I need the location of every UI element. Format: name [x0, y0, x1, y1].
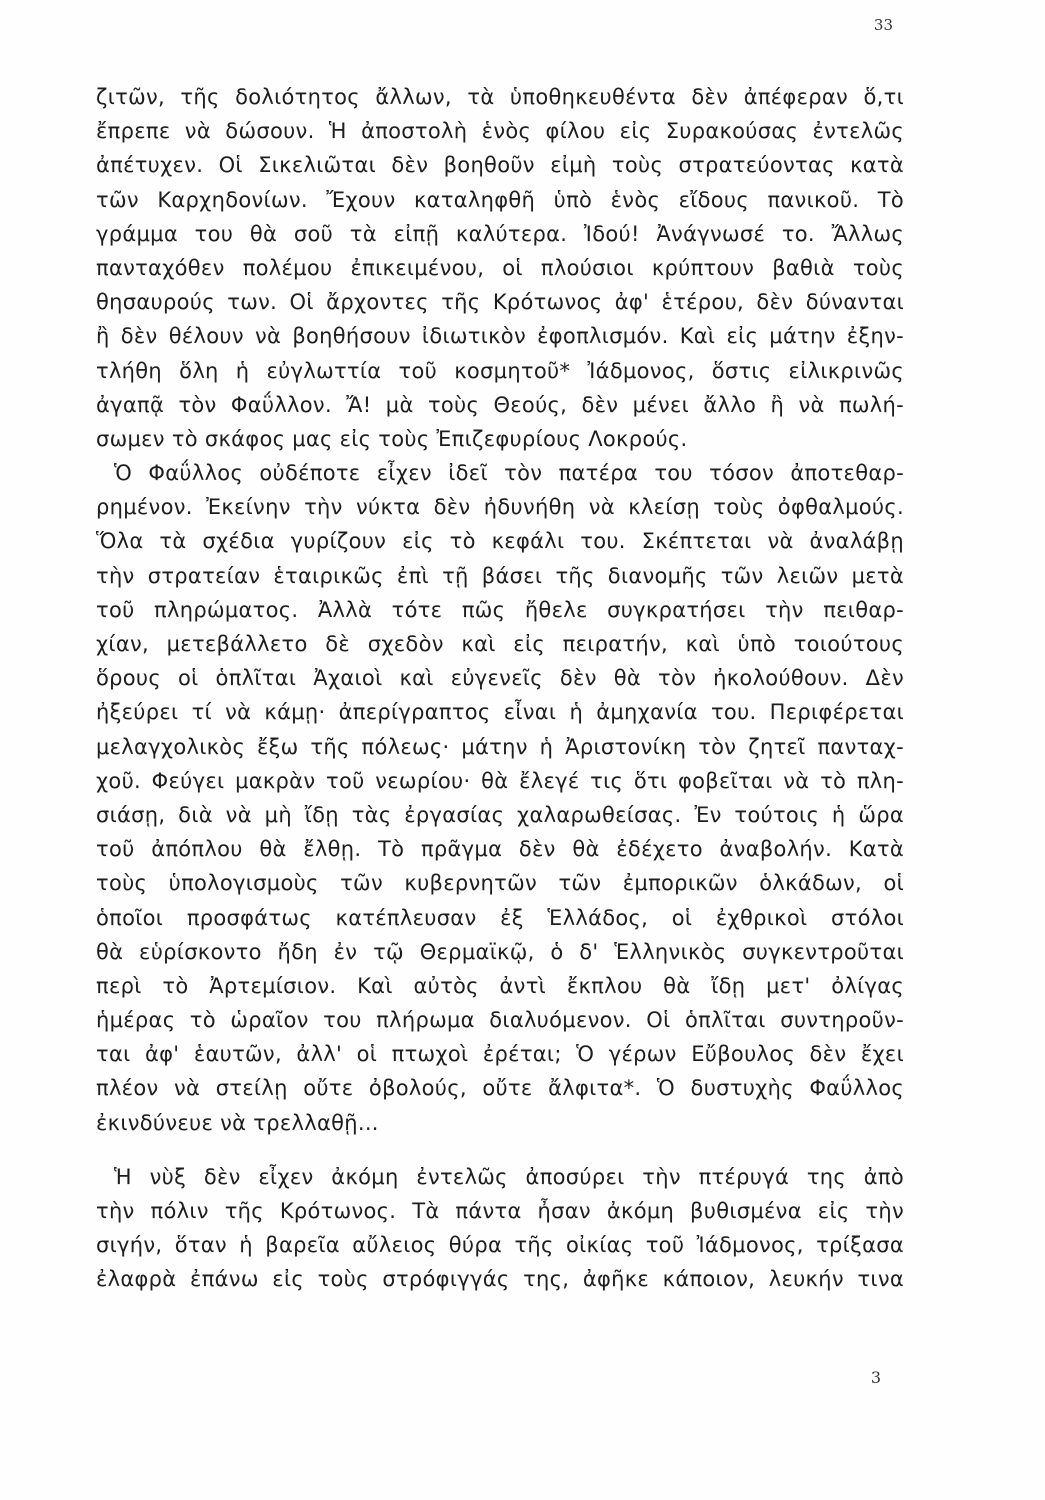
paragraph [96, 456, 904, 1140]
text-line: θησαυρούς των. Οἱ ἄρχοντες τῆς Κρότωνος ἀφ' ἑτέρου, δὲν δύνανται [96, 290, 904, 315]
text-line: χοῦ. Φεύγει μακρὰν τοῦ νεωρίου· θὰ ἔλεγέ τις ὅτι φοβεῖται νὰ τὸ πλη- [96, 768, 904, 793]
text-line: ἐλαφρὰ ἐπάνω εἰς τοὺς στρόφιγγάς της, ἀφῆκε κάποιον, λευκήν τινα [96, 1267, 904, 1292]
text-line: ἢ δὲν θέλουν νὰ βοηθήσουν ἰδιωτικὸν ἐφοπλισμόν. Καὶ εἰς μάτην ἐξην- [96, 324, 904, 349]
signature-mark: 3 [870, 1368, 881, 1387]
text-line: Ὁ Φαΰλλος οὐδέποτε εἶχεν ἰδεῖ τὸν πατέρα του τόσον ἀποτεθαρ- [114, 461, 904, 486]
text-line: ρημένον. Ἐκείνην τὴν νύκτα δὲν ἠδυνήθη νὰ κλείσῃ τοὺς ὀφθαλμούς. [96, 495, 904, 520]
text-line: ἀγαπᾷ τὸν Φαΰλλον. Ἄ! μὰ τοὺς Θεούς, δὲν μένει ἄλλο ἢ νὰ πωλή- [96, 392, 904, 417]
paragraph [96, 1160, 904, 1297]
body-text [96, 80, 904, 1297]
text-line: τοὺς ὑπολογισμοὺς τῶν κυβερνητῶν τῶν ἐμπορικῶν ὁλκάδων, οἱ [96, 871, 904, 896]
text-line: τλήθη ὅλη ἡ εὐγλωττία τοῦ κοσμητοῦ* Ἰάδμονος, ὅστις εἰλικρινῶς [96, 358, 904, 383]
text-line: περὶ τὸ Ἀρτεμίσιον. Καὶ αὐτὸς ἀντὶ ἔκπλου θὰ ἴδῃ μετ' ὀλίγας [96, 973, 904, 998]
text-line: Ὅλα τὰ σχέδια γυρίζουν εἰς τὸ κεφάλι του. Σκέπτεται νὰ ἀναλάβῃ [96, 529, 904, 554]
text-line: σιγήν, ὅταν ἡ βαρεῖα αὔλειος θύρα τῆς οἰκίας τοῦ Ἰάδμονος, τρίξασα [96, 1233, 904, 1258]
section-gap [96, 1140, 904, 1160]
text-line: ἔπρεπε νὰ δώσουν. Ἡ ἀποστολὴ ἑνὸς φίλου εἰς Συρακούσας ἐντελῶς [96, 119, 904, 144]
text-line: τοῦ πληρώματος. Ἀλλὰ τότε πῶς ἤθελε συγκρατήσει τὴν πειθαρ- [96, 597, 904, 622]
text-line: ἐκινδύνευε νὰ τρελλαθῇ... [96, 1110, 379, 1135]
text-line: ται ἀφ' ἑαυτῶν, ἀλλ' οἱ πτωχοὶ ἐρέται; Ὁ γέρων Εὔβουλος δὲν ἔχει [96, 1042, 904, 1067]
text-line: σιάσῃ, διὰ νὰ μὴ ἴδῃ τὰς ἐργασίας χαλαρωθείσας. Ἐν τούτοις ἡ ὥρα [96, 802, 904, 827]
text-line: χίαν, μετεβάλλετο δὲ σχεδὸν καὶ εἰς πειρατήν, καὶ ὑπὸ τοιούτους [96, 632, 904, 656]
paragraph [96, 80, 904, 456]
text-line: πλέον νὰ στείλῃ οὔτε ὀβολούς, οὔτε ἄλφιτα*. Ὁ δυστυχὴς Φαΰλλος [96, 1076, 904, 1101]
text-line: πανταχόθεν πολέμου ἐπικειμένου, οἱ πλούσιοι κρύπτουν βαθιὰ τοὺς [96, 255, 904, 280]
text-line: θὰ εὑρίσκοντο ἤδη ἐν τῷ Θερμαϊκῷ, ὁ δ' Ἑλληνικὸς συγκεντροῦται [96, 939, 904, 964]
text-line: Ἡ νὺξ δὲν εἶχεν ἀκόμη ἐντελῶς ἀποσύρει τὴν πτέρυγά της ἀπὸ [114, 1164, 904, 1189]
text-line: ζιτῶν, τῆς δολιότητος ἄλλων, τὰ ὑποθηκευθέντα δὲν ἀπέφεραν ὅ,τι [96, 85, 904, 109]
text-line: σωμεν τὸ σκάφος μας εἰς τοὺς Ἐπιζεφυρίους Λοκρούς. [96, 426, 688, 451]
text-line: ἡμέρας τὸ ὡραῖον του πλήρωμα διαλυόμενον. Οἱ ὁπλῖται συντηροῦν- [96, 1008, 904, 1033]
text-line: τὴν πόλιν τῆς Κρότωνος. Τὰ πάντα ἦσαν ἀκόμη βυθισμένα εἰς τὴν [96, 1199, 904, 1223]
text-line: ἀπέτυχεν. Οἱ Σικελιῶται δὲν βοηθοῦν εἰμὴ τοὺς στρατεύοντας κατὰ [96, 153, 904, 178]
text-line: τοῦ ἀπόπλου θὰ ἔλθῃ. Τὸ πρᾶγμα δὲν θὰ ἐδέχετο ἀναβολήν. Κατὰ [96, 837, 904, 862]
text-line: ὁποῖοι προσφάτως κατέπλευσαν ἐξ Ἑλλάδος, οἱ ἐχθρικοὶ στόλοι [96, 905, 904, 930]
text-line: ὅρους οἱ ὁπλῖται Ἀχαιοὶ καὶ εὐγενεῖς δὲν θὰ τὸν ἠκολούθουν. Δὲν [96, 666, 904, 691]
page-number: 33 [873, 16, 893, 34]
text-line: τῶν Καρχηδονίων. Ἔχουν καταληφθῆ ὑπὸ ἑνὸς εἴδους πανικοῦ. Τὸ [96, 187, 904, 212]
text-line: τὴν στρατείαν ἑταιρικῶς ἐπὶ τῇ βάσει τῆς διανομῆς τῶν λειῶν μετὰ [96, 563, 904, 588]
text-line: γράμμα του θὰ σοῦ τὰ εἰπῇ καλύτερα. Ἰδού! Ἀνάγνωσέ το. Ἄλλως [96, 221, 904, 246]
text-line: μελαγχολικὸς ἔξω τῆς πόλεως· μάτην ἡ Ἀριστονίκη τὸν ζητεῖ πανταχ- [96, 734, 904, 759]
text-line: ἠξεύρει τί νὰ κάμῃ· ἀπερίγραπτος εἶναι ἡ ἀμηχανία του. Περιφέρεται [96, 700, 904, 725]
